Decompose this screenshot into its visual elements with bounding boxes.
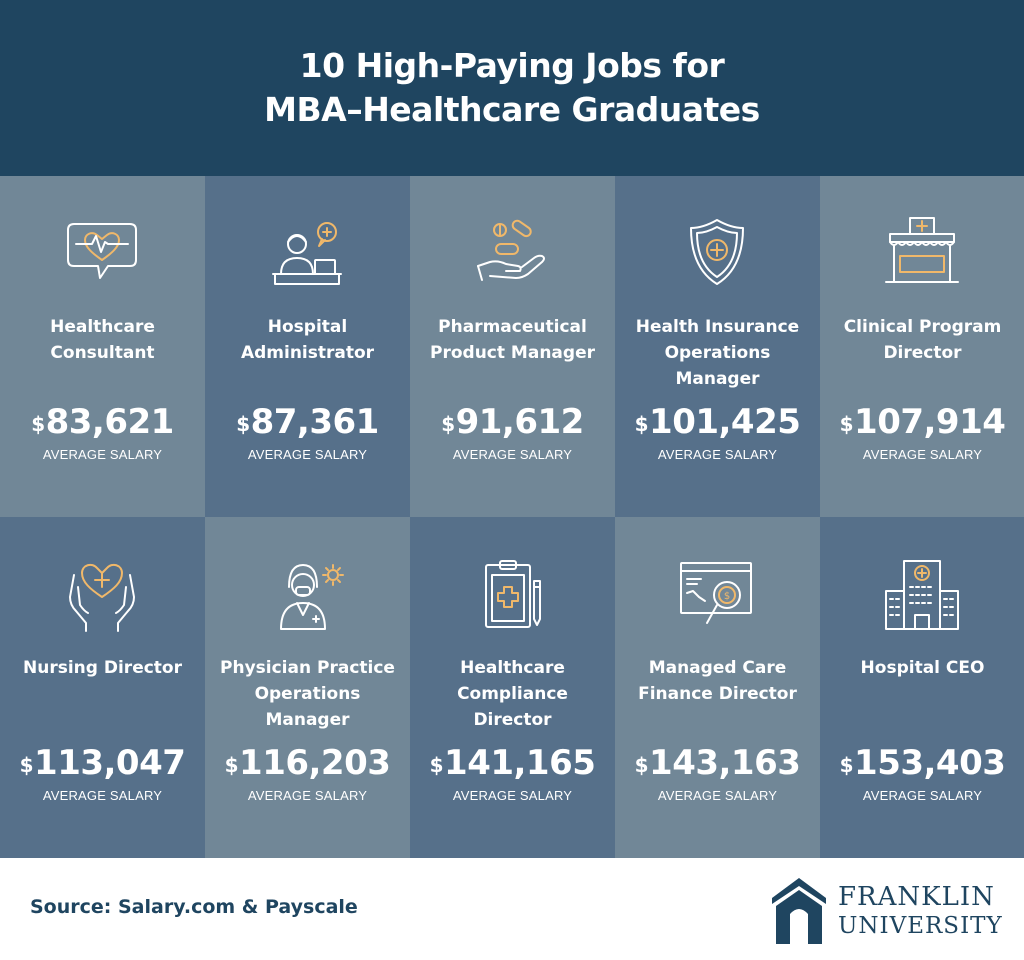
job-card	[410, 517, 615, 858]
hands-heart-icon	[62, 557, 142, 637]
job-title: Healthcare Consultant	[50, 317, 155, 363]
job-title: Clinical Program Director	[843, 317, 1002, 363]
job-title: Hospital Administrator	[240, 317, 375, 363]
physician-gear-icon	[267, 557, 347, 637]
svg-text:$: $	[723, 591, 731, 602]
job-title: Hospital CEO	[860, 658, 985, 678]
salary-label: AVERAGE SALARY	[657, 447, 778, 462]
job-title: Managed Care Finance Director	[638, 658, 797, 704]
job-title: Pharmaceutical Product Manager	[430, 317, 595, 363]
job-title: Nursing Director	[23, 658, 182, 678]
job-card	[820, 517, 1024, 858]
salary-label: AVERAGE SALARY	[42, 788, 163, 803]
job-title: Health Insurance Operations Manager	[635, 317, 800, 389]
clipboard-pencil-icon	[472, 557, 552, 637]
hospital-building-icon	[882, 557, 962, 637]
salary-value: $107,914	[839, 402, 1006, 442]
logo-wordmark-line-1: FRANKLIN	[838, 882, 995, 912]
salary-value: $87,361	[236, 402, 379, 442]
salary-label: AVERAGE SALARY	[247, 788, 368, 803]
salary-value: $153,403	[839, 743, 1006, 783]
job-card	[615, 176, 820, 517]
clinic-building-icon	[882, 216, 962, 296]
salary-value: $113,047	[19, 743, 186, 783]
page-title-line-1: 10 High-Paying Jobs for	[299, 46, 725, 85]
pills-in-hand-icon	[472, 216, 552, 296]
franklin-logo-mark-icon	[768, 876, 830, 946]
logo-wordmark-line-2: UNIVERSITY	[838, 913, 1003, 939]
salary-label: AVERAGE SALARY	[862, 447, 983, 462]
job-card	[615, 517, 820, 858]
salary-label: AVERAGE SALARY	[42, 447, 163, 462]
jobs-grid	[0, 176, 1024, 858]
salary-value: $143,163	[634, 743, 801, 783]
job-card	[0, 517, 205, 858]
shield-plus-icon	[677, 216, 757, 296]
salary-value: $91,612	[441, 402, 584, 442]
salary-label: AVERAGE SALARY	[452, 447, 573, 462]
job-title: Physician Practice Operations Manager	[220, 658, 395, 730]
source-citation: Source: Salary.com & Payscale	[30, 896, 358, 918]
job-card	[205, 517, 410, 858]
page-title-line-2: MBA–Healthcare Graduates	[264, 90, 760, 129]
job-card	[820, 176, 1024, 517]
job-card	[205, 176, 410, 517]
franklin-university-logo	[768, 876, 1003, 946]
salary-value: $83,621	[31, 402, 174, 442]
salary-label: AVERAGE SALARY	[247, 447, 368, 462]
finance-magnifier-icon	[677, 557, 757, 637]
administrator-at-desk-icon	[267, 216, 347, 296]
salary-value: $116,203	[224, 743, 391, 783]
salary-value: $141,165	[429, 743, 596, 783]
job-title: Healthcare Compliance Director	[457, 658, 568, 730]
job-card	[0, 176, 205, 517]
page-header	[0, 0, 1024, 176]
heartbeat-speech-bubble-icon	[62, 216, 142, 296]
salary-label: AVERAGE SALARY	[657, 788, 778, 803]
job-card	[410, 176, 615, 517]
salary-label: AVERAGE SALARY	[862, 788, 983, 803]
page-footer	[0, 858, 1024, 960]
salary-value: $101,425	[634, 402, 801, 442]
salary-label: AVERAGE SALARY	[452, 788, 573, 803]
